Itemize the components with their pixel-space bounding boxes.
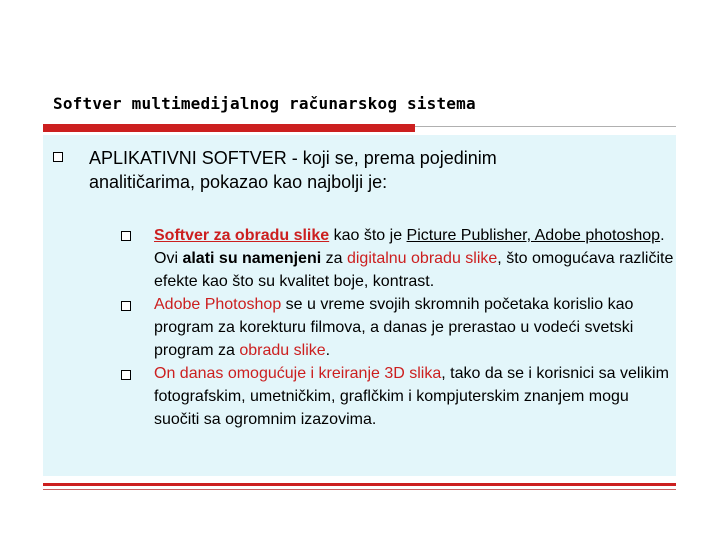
sub-bullet-1: [154, 224, 674, 293]
sub-bullet-text: za: [321, 250, 347, 267]
sub-bullet-highlight: Adobe Photoshop: [154, 296, 282, 313]
bullet-square-icon: [121, 231, 131, 241]
main-bullet-text: APLIKATIVNI SOFTVER - koji se, prema pojedinim analitičarima, pokazao kao najbolji je:: [89, 148, 497, 192]
sub-bullet-text: se u vreme svojih skromnih početaka korislio kao program za korekturu filmova, a danas je prerastao u vodeći svetski program za: [154, 296, 634, 359]
sub-bullet-text: kao što je: [329, 227, 407, 244]
sub-bullet-2: [154, 293, 674, 362]
sub-bullet-highlight: obradu slike: [239, 342, 326, 359]
footer-rule-accent: [43, 483, 676, 486]
bullet-square-icon: [121, 370, 131, 380]
slide-title: Softver multimedijalnog računarskog sistema: [53, 94, 476, 113]
sub-bullet-bold-text: alati su namenjeni: [182, 250, 322, 267]
sub-bullet-text: , što omogućava različite efekte kao što su kvalitet boje, kontrast.: [154, 250, 674, 290]
sub-bullet-highlight: On danas omogućuje i kreiranje 3D slika: [154, 365, 442, 382]
sub-bullet-highlight: digitalnu obradu slike: [346, 250, 498, 267]
picture-publisher-photoshop-link[interactable]: Picture Publisher, Adobe photoshop: [406, 227, 661, 244]
bullet-square-icon: [53, 152, 63, 162]
bullet-square-icon: [121, 301, 131, 311]
sub-bullet-text: , tako da se i korisnici sa velikim fotografskim, umetničkim, graflčkim i kompjuterskim znanjem mogu suočiti sa ogromnim izazovima.: [154, 365, 669, 428]
sub-bullet-text: .: [325, 342, 331, 359]
footer-rule-thin: [43, 489, 676, 490]
sub-bullet-text: . Ovi: [154, 227, 665, 267]
image-editing-software-link[interactable]: Softver za obradu slike: [154, 227, 330, 244]
sub-bullet-list: [154, 224, 674, 431]
title-underline-accent: [43, 124, 415, 132]
sub-bullet-3: [154, 362, 674, 431]
